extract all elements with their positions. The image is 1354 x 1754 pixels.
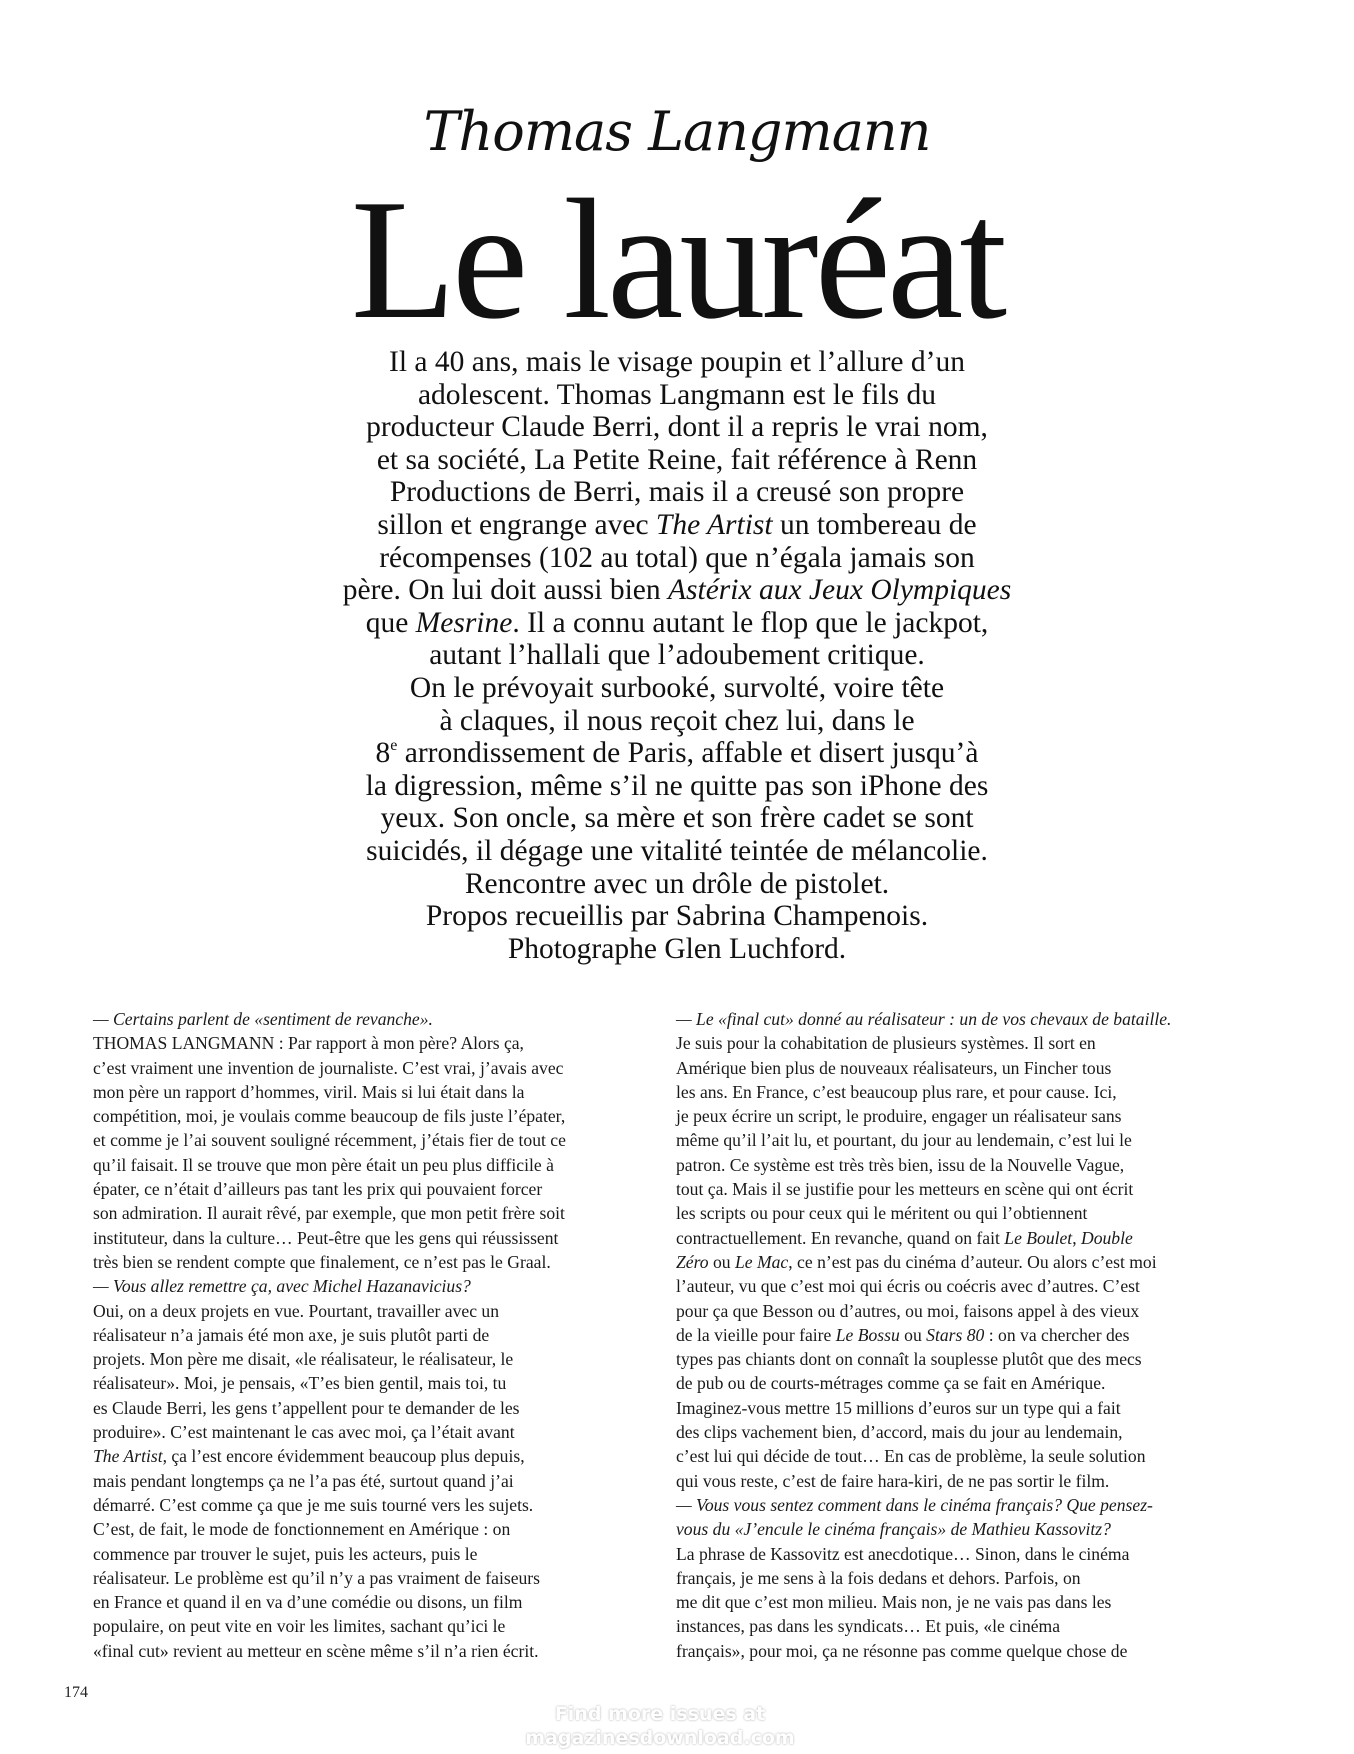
film-title: Le Boulet xyxy=(1004,1227,1073,1248)
body-line: mais pendant longtemps ça ne l’a pas été, surtout quand j’ai xyxy=(93,1470,514,1491)
body-line: l’auteur, vu que c’est moi qui écris ou coécris avec d’autres. C’est xyxy=(676,1276,1140,1297)
intro-film-title: The Artist xyxy=(655,508,773,541)
intro-line: Rencontre avec un drôle de pistolet. xyxy=(464,867,890,900)
intro-credit: Photographe Glen Luchford. xyxy=(507,932,847,965)
body-text: ou xyxy=(708,1251,735,1272)
body-text: ou xyxy=(899,1324,927,1345)
intro-film-title: Astérix aux Jeux Olympiques xyxy=(668,574,1012,607)
body-line xyxy=(676,1226,1228,1250)
body-line: «final cut» revient au metteur en scène même s’il n’a rien écrit. xyxy=(93,1640,539,1661)
body-line: c’est lui qui décide de tout… En cas de problème, la seule solution xyxy=(676,1446,1146,1467)
intro-line xyxy=(250,509,1104,542)
body-line: C’est, de fait, le mode de fonctionnement en Amérique : on xyxy=(93,1519,511,1540)
body-line: même qu’il l’ait lu, et pourtant, du jour au lendemain, c’est lui le xyxy=(676,1130,1132,1151)
watermark-line: Find more issues at xyxy=(554,1703,766,1725)
intro-text: que xyxy=(365,606,416,639)
body-line: pour ça que Besson ou d’autres, ou moi, faisons appel à des vieux xyxy=(676,1300,1140,1321)
body-line: très bien se rendent compte que finalement, ce n’est pas le Graal. xyxy=(93,1251,551,1272)
body-text: de la vieille pour faire xyxy=(676,1324,836,1345)
body-line: réalisateur». Moi, je pensais, «T’es bien gentil, mais toi, tu xyxy=(93,1373,507,1394)
headline: Le lauréat xyxy=(350,165,1004,355)
interview-question: vous du «J’encule le cinéma français» de Mathieu Kassovitz? xyxy=(676,1519,1111,1540)
body-line: épater, ce n’était d’ailleurs pas tant les prix qui pouvaient forcer xyxy=(93,1179,543,1200)
intro-text: un tombereau de xyxy=(772,508,977,541)
film-title: Double xyxy=(1081,1227,1133,1248)
intro-line: Il a 40 ans, mais le visage poupin et l’allure d’un xyxy=(389,346,965,378)
intro-line: adolescent. Thomas Langmann est le fils du xyxy=(417,378,937,411)
body-line: je peux écrire un script, le produire, engager un réalisateur sans xyxy=(676,1106,1122,1127)
body-line: c’est vraiment une invention de journaliste. C’est vrai, j’avais avec xyxy=(93,1057,564,1078)
body-line: La phrase de Kassovitz est anecdotique… Sinon, dans le cinéma xyxy=(676,1543,1130,1564)
kicker-name: Thomas Langmann xyxy=(423,100,931,163)
film-title: Le Mac xyxy=(734,1251,789,1272)
body-line: réalisateur. Le problème est qu’il n’y a pas vraiment de faiseurs xyxy=(93,1567,541,1588)
body-line: Oui, on a deux projets en vue. Pourtant, travailler avec un xyxy=(93,1300,499,1321)
interview-question: — Certains parlent de «sentiment de revanche». xyxy=(93,1009,433,1029)
body-line: en France et quand il en va d’une comédie ou disons, un film xyxy=(93,1592,523,1613)
body-line: et comme je l’ai souvent souligné récemment, j’étais fier de tout ce xyxy=(93,1130,566,1151)
body-line: types pas chiants dont on connaît la souplesse plutôt que des mecs xyxy=(676,1349,1142,1370)
body-line xyxy=(93,1444,645,1468)
intro-line: la digression, même s’il ne quitte pas son iPhone des xyxy=(365,769,989,802)
intro-line: autant l’hallali que l’adoubement critique. xyxy=(429,639,925,672)
intro-paragraph xyxy=(250,346,1104,965)
watermark xyxy=(440,1702,880,1750)
body-line: produire». C’est maintenant le cas avec moi, ça l’était avant xyxy=(93,1422,515,1443)
body-text: , xyxy=(1072,1227,1081,1248)
intro-superscript: e xyxy=(390,737,398,755)
body-line: les ans. En France, c’est beaucoup plus rare, et pour cause. Ici, xyxy=(676,1081,1117,1102)
body-text: : on va chercher des xyxy=(984,1324,1130,1345)
body-line: démarré. C’est comme ça que je me suis tourné vers les sujets. xyxy=(93,1494,534,1515)
intro-line xyxy=(250,737,1104,770)
film-title: Le Bossu xyxy=(835,1324,900,1345)
interview-question: — Vous vous sentez comment dans le cinéma français? Que pensez- xyxy=(676,1494,1153,1515)
body-line: réalisateur n’a jamais été mon axe, je suis plutôt parti de xyxy=(93,1324,490,1345)
intro-line: On le prévoyait surbooké, survolté, voire tête xyxy=(409,671,945,704)
intro-line: suicidés, il dégage une vitalité teintée de mélancolie. xyxy=(366,834,988,867)
left-column xyxy=(93,1007,645,1663)
body-line: mon père un rapport d’hommes, viril. Mais si lui était dans la xyxy=(93,1081,525,1102)
intro-text: 8 xyxy=(375,737,391,770)
body-line xyxy=(676,1250,1228,1274)
intro-text: père. On lui doit aussi bien xyxy=(342,574,669,607)
intro-text: arrondissement de Paris, affable et disert jusqu’à xyxy=(397,737,979,770)
intro-line xyxy=(250,574,1104,607)
interview-question: — Le «final cut» donné au réalisateur : un de vos chevaux de bataille. xyxy=(676,1009,1172,1029)
body-line: me dit que c’est mon milieu. Mais non, je ne vais pas dans les xyxy=(676,1592,1112,1613)
intro-text: . Il a connu autant le flop que le jackpot, xyxy=(512,606,989,639)
body-line: patron. Ce système est très très bien, issu de la Nouvelle Vague, xyxy=(676,1154,1125,1175)
body-line: les scripts ou pour ceux qui le méritent ou qui l’obtiennent xyxy=(676,1203,1088,1224)
right-column xyxy=(676,1007,1228,1663)
body-line: populaire, on peut vite en voir les limites, sachant qu’ici le xyxy=(93,1616,506,1637)
body-line: compétition, moi, je voulais comme beaucoup de fils juste l’épater, xyxy=(93,1106,566,1127)
body-line: français, je me sens à la fois dedans et dehors. Parfois, on xyxy=(676,1567,1081,1588)
intro-line: récompenses (102 au total) que n’égala jamais son xyxy=(379,541,975,574)
body-text: , ce n’est pas du cinéma d’auteur. Ou alors c’est moi xyxy=(788,1251,1157,1272)
page-number: 174 xyxy=(64,1684,88,1701)
body-line: des clips vachement bien, d’accord, mais du jour au lendemain, xyxy=(676,1422,1123,1443)
body-text: contractuellement. En revanche, quand on fait xyxy=(676,1227,1005,1248)
body-text: , ça l’est encore évidemment beaucoup plus depuis, xyxy=(162,1446,525,1467)
body-line: son admiration. Il aurait rêvé, par exemple, que mon petit frère soit xyxy=(93,1203,565,1224)
intro-line xyxy=(250,607,1104,640)
body-line: tout ça. Mais il se justifie pour les metteurs en scène qui ont écrit xyxy=(676,1179,1134,1200)
body-line: qu’il faisait. Il se trouve que mon père était un peu plus difficile à xyxy=(93,1154,554,1175)
film-title: Zéro xyxy=(676,1251,709,1272)
body-line: Amérique bien plus de nouveaux réalisateurs, un Fincher tous xyxy=(676,1057,1112,1078)
body-line: Je suis pour la cohabitation de plusieurs systèmes. Il sort en xyxy=(676,1033,1096,1054)
intro-line: yeux. Son oncle, sa mère et son frère cadet se sont xyxy=(380,802,974,835)
intro-line: et sa société, La Petite Reine, fait référence à Renn xyxy=(376,443,978,476)
body-line: instances, pas dans les syndicats… Et puis, «le cinéma xyxy=(676,1616,1061,1637)
intro-credit: Propos recueillis par Sabrina Champenois. xyxy=(425,900,929,933)
body-line: projets. Mon père me disait, «le réalisateur, le réalisateur, le xyxy=(93,1349,514,1370)
body-line xyxy=(676,1323,1228,1347)
body-line: français», pour moi, ça ne résonne pas comme quelque chose de xyxy=(676,1640,1128,1661)
body-line: Imaginez-vous mettre 15 millions d’euros sur un type qui a fait xyxy=(676,1397,1121,1418)
interview-question: — Vous allez remettre ça, avec Michel Hazanavicius? xyxy=(93,1276,471,1297)
body-line: de pub ou de courts-métrages comme ça se fait en Amérique. xyxy=(676,1373,1106,1394)
body-line: commence par trouver le sujet, puis les acteurs, puis le xyxy=(93,1543,478,1564)
intro-line: Productions de Berri, mais il a creusé son propre xyxy=(389,476,965,509)
film-title: Stars 80 xyxy=(926,1324,985,1345)
film-title: The Artist xyxy=(93,1446,163,1467)
body-line: es Claude Berri, les gens t’appellent pour te demander de les xyxy=(93,1397,520,1418)
intro-line: producteur Claude Berri, dont il a repris le vrai nom, xyxy=(366,411,988,444)
intro-line: à claques, il nous reçoit chez lui, dans le xyxy=(439,704,915,737)
body-line: instituteur, dans la culture… Peut-être que les gens qui réussissent xyxy=(93,1227,559,1248)
body-line: THOMAS LANGMANN : Par rapport à mon père? Alors ça, xyxy=(93,1033,524,1054)
body-line: qui vous reste, c’est de faire hara-kiri, de ne pas sortir le film. xyxy=(676,1470,1110,1491)
watermark-line: magazinesdownload.com xyxy=(525,1727,795,1749)
intro-text: sillon et engrange avec xyxy=(377,508,656,541)
intro-film-title: Mesrine xyxy=(415,606,513,639)
